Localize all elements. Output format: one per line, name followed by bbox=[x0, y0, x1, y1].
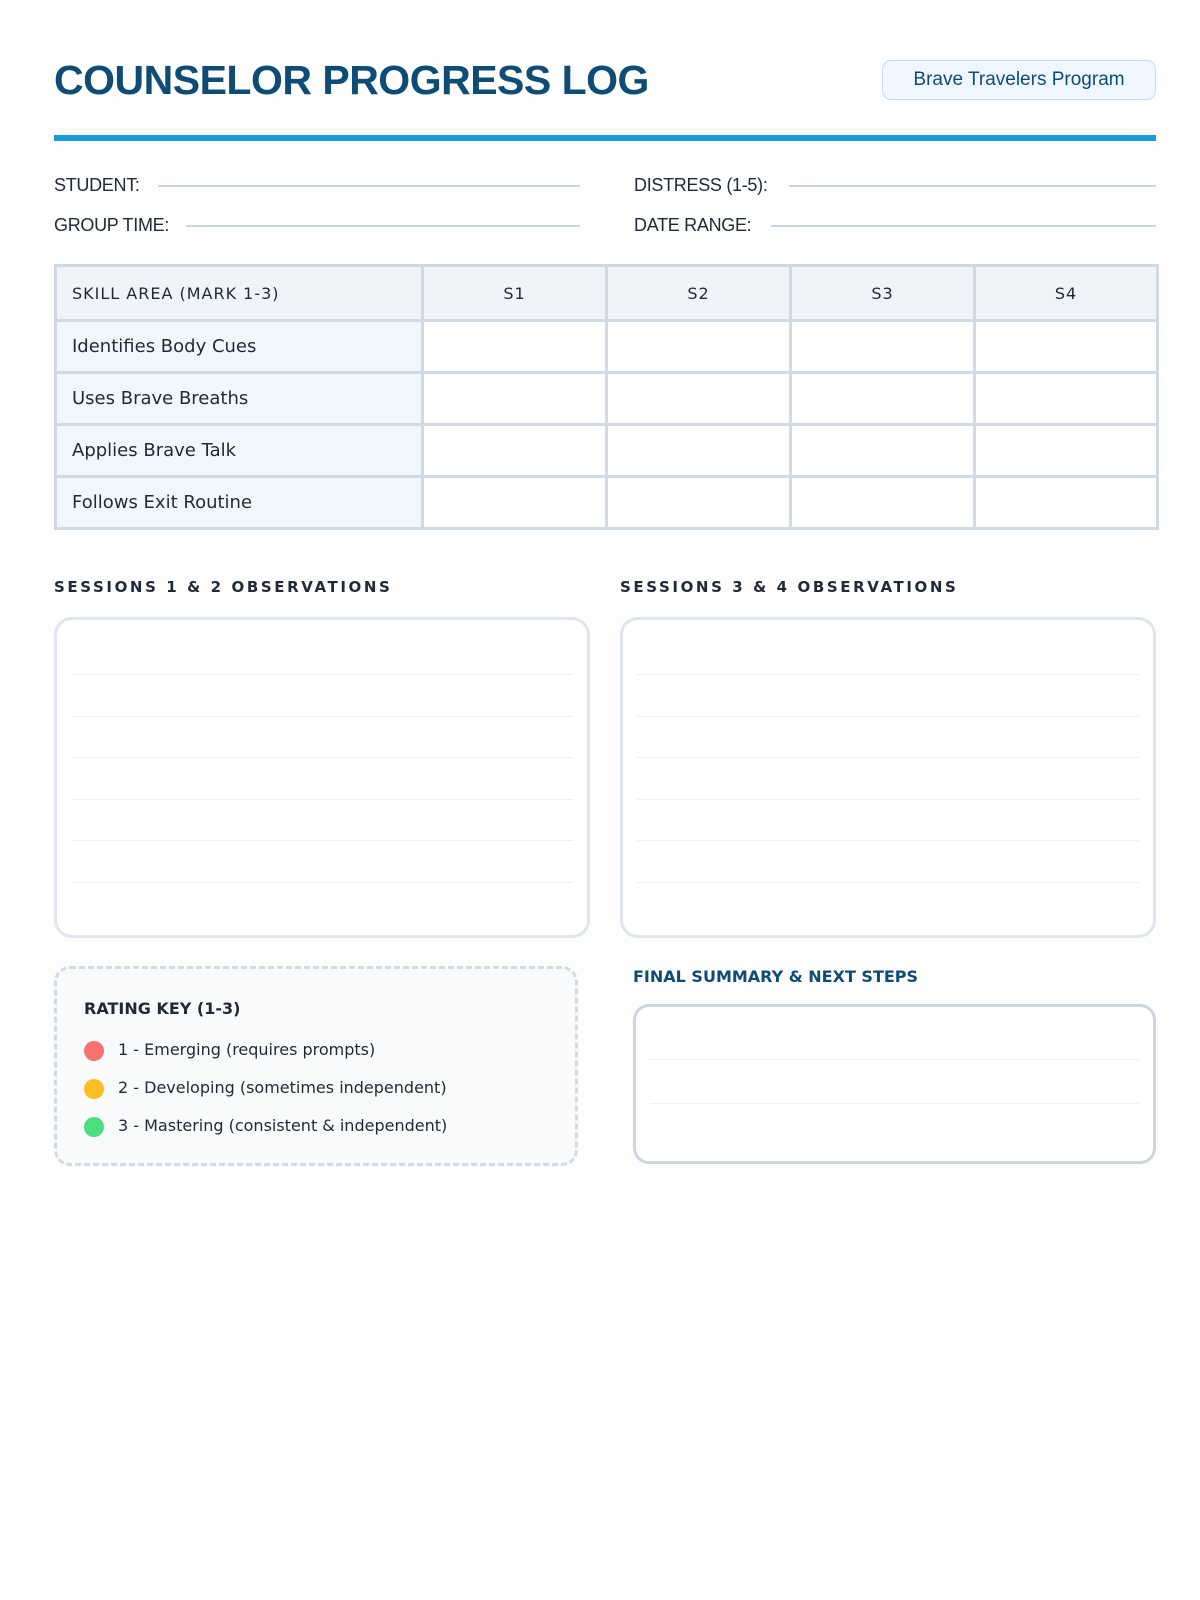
rating-cell[interactable] bbox=[791, 373, 975, 425]
note-line bbox=[650, 1059, 1139, 1060]
sessions-3-4-notes-box[interactable] bbox=[620, 617, 1156, 938]
rating-cell[interactable] bbox=[975, 425, 1158, 477]
rating-cell[interactable] bbox=[791, 477, 975, 529]
rating-cell[interactable] bbox=[975, 321, 1158, 373]
note-line bbox=[71, 674, 573, 675]
date-range-label: DATE RANGE: bbox=[634, 215, 752, 235]
rating-cell[interactable] bbox=[423, 321, 607, 373]
note-line bbox=[71, 840, 573, 841]
student-label: STUDENT: bbox=[54, 175, 140, 195]
session-header-s4: S4 bbox=[975, 266, 1158, 321]
session-header-s2: S2 bbox=[607, 266, 791, 321]
rating-key-label: 3 - Mastering (consistent & independent) bbox=[118, 1116, 448, 1135]
rating-key-label: 1 - Emerging (requires prompts) bbox=[118, 1040, 376, 1059]
page-title: COUNSELOR PROGRESS LOG bbox=[54, 57, 649, 103]
rating-cell[interactable] bbox=[607, 321, 791, 373]
note-line bbox=[637, 757, 1139, 758]
rating-cell[interactable] bbox=[423, 477, 607, 529]
rating-cell[interactable] bbox=[607, 425, 791, 477]
rating-cell[interactable] bbox=[791, 321, 975, 373]
skill-label: Identifies Body Cues bbox=[56, 321, 423, 373]
rating-key-label: 2 - Developing (sometimes independent) bbox=[118, 1078, 447, 1097]
distress-write-line[interactable] bbox=[789, 185, 1156, 187]
sessions-1-2-notes-box[interactable] bbox=[54, 617, 590, 938]
group-time-field[interactable] bbox=[54, 213, 580, 237]
group-time-write-line[interactable] bbox=[186, 225, 580, 227]
note-line bbox=[637, 840, 1139, 841]
rating-cell[interactable] bbox=[975, 477, 1158, 529]
table-row bbox=[56, 425, 1158, 477]
rating-cell[interactable] bbox=[607, 477, 791, 529]
final-summary-heading: FINAL SUMMARY & NEXT STEPS bbox=[633, 967, 919, 986]
rating-cell[interactable] bbox=[975, 373, 1158, 425]
emerging-dot-icon bbox=[84, 1041, 104, 1061]
session-header-s3: S3 bbox=[791, 266, 975, 321]
table-row bbox=[56, 477, 1158, 529]
rating-cell[interactable] bbox=[423, 373, 607, 425]
sessions-3-4-heading: SESSIONS 3 & 4 OBSERVATIONS bbox=[620, 578, 959, 596]
developing-dot-icon bbox=[84, 1079, 104, 1099]
note-line bbox=[71, 882, 573, 883]
note-line bbox=[637, 882, 1139, 883]
group-time-label: GROUP TIME: bbox=[54, 215, 170, 235]
table-row bbox=[56, 321, 1158, 373]
student-write-line[interactable] bbox=[158, 185, 580, 187]
program-badge: Brave Travelers Program bbox=[882, 60, 1156, 100]
rating-cell[interactable] bbox=[423, 425, 607, 477]
skills-table bbox=[54, 264, 1159, 530]
rating-cell[interactable] bbox=[791, 425, 975, 477]
note-line bbox=[637, 674, 1139, 675]
progress-log-page bbox=[54, 0, 1156, 1600]
note-line bbox=[650, 1103, 1139, 1104]
note-line bbox=[637, 716, 1139, 717]
final-summary-box[interactable] bbox=[633, 1004, 1156, 1164]
header-divider bbox=[54, 135, 1156, 141]
table-row bbox=[56, 373, 1158, 425]
header bbox=[54, 56, 1156, 104]
skill-label: Applies Brave Talk bbox=[56, 425, 423, 477]
skill-area-header: SKILL AREA (MARK 1-3) bbox=[56, 266, 423, 321]
sessions-1-2-heading: SESSIONS 1 & 2 OBSERVATIONS bbox=[54, 578, 393, 596]
rating-cell[interactable] bbox=[607, 373, 791, 425]
skill-label: Follows Exit Routine bbox=[56, 477, 423, 529]
note-line bbox=[71, 799, 573, 800]
note-line bbox=[71, 757, 573, 758]
distress-label: DISTRESS (1-5): bbox=[634, 175, 768, 195]
student-field[interactable] bbox=[54, 173, 580, 197]
rating-key-title: RATING KEY (1-3) bbox=[84, 999, 241, 1018]
note-line bbox=[71, 716, 573, 717]
skill-label: Uses Brave Breaths bbox=[56, 373, 423, 425]
note-line bbox=[637, 799, 1139, 800]
date-range-field[interactable] bbox=[634, 213, 1156, 237]
session-header-s1: S1 bbox=[423, 266, 607, 321]
rating-key bbox=[54, 966, 578, 1166]
date-range-write-line[interactable] bbox=[771, 225, 1156, 227]
mastering-dot-icon bbox=[84, 1117, 104, 1137]
table-header-row bbox=[56, 266, 1158, 321]
distress-field[interactable] bbox=[634, 173, 1156, 197]
